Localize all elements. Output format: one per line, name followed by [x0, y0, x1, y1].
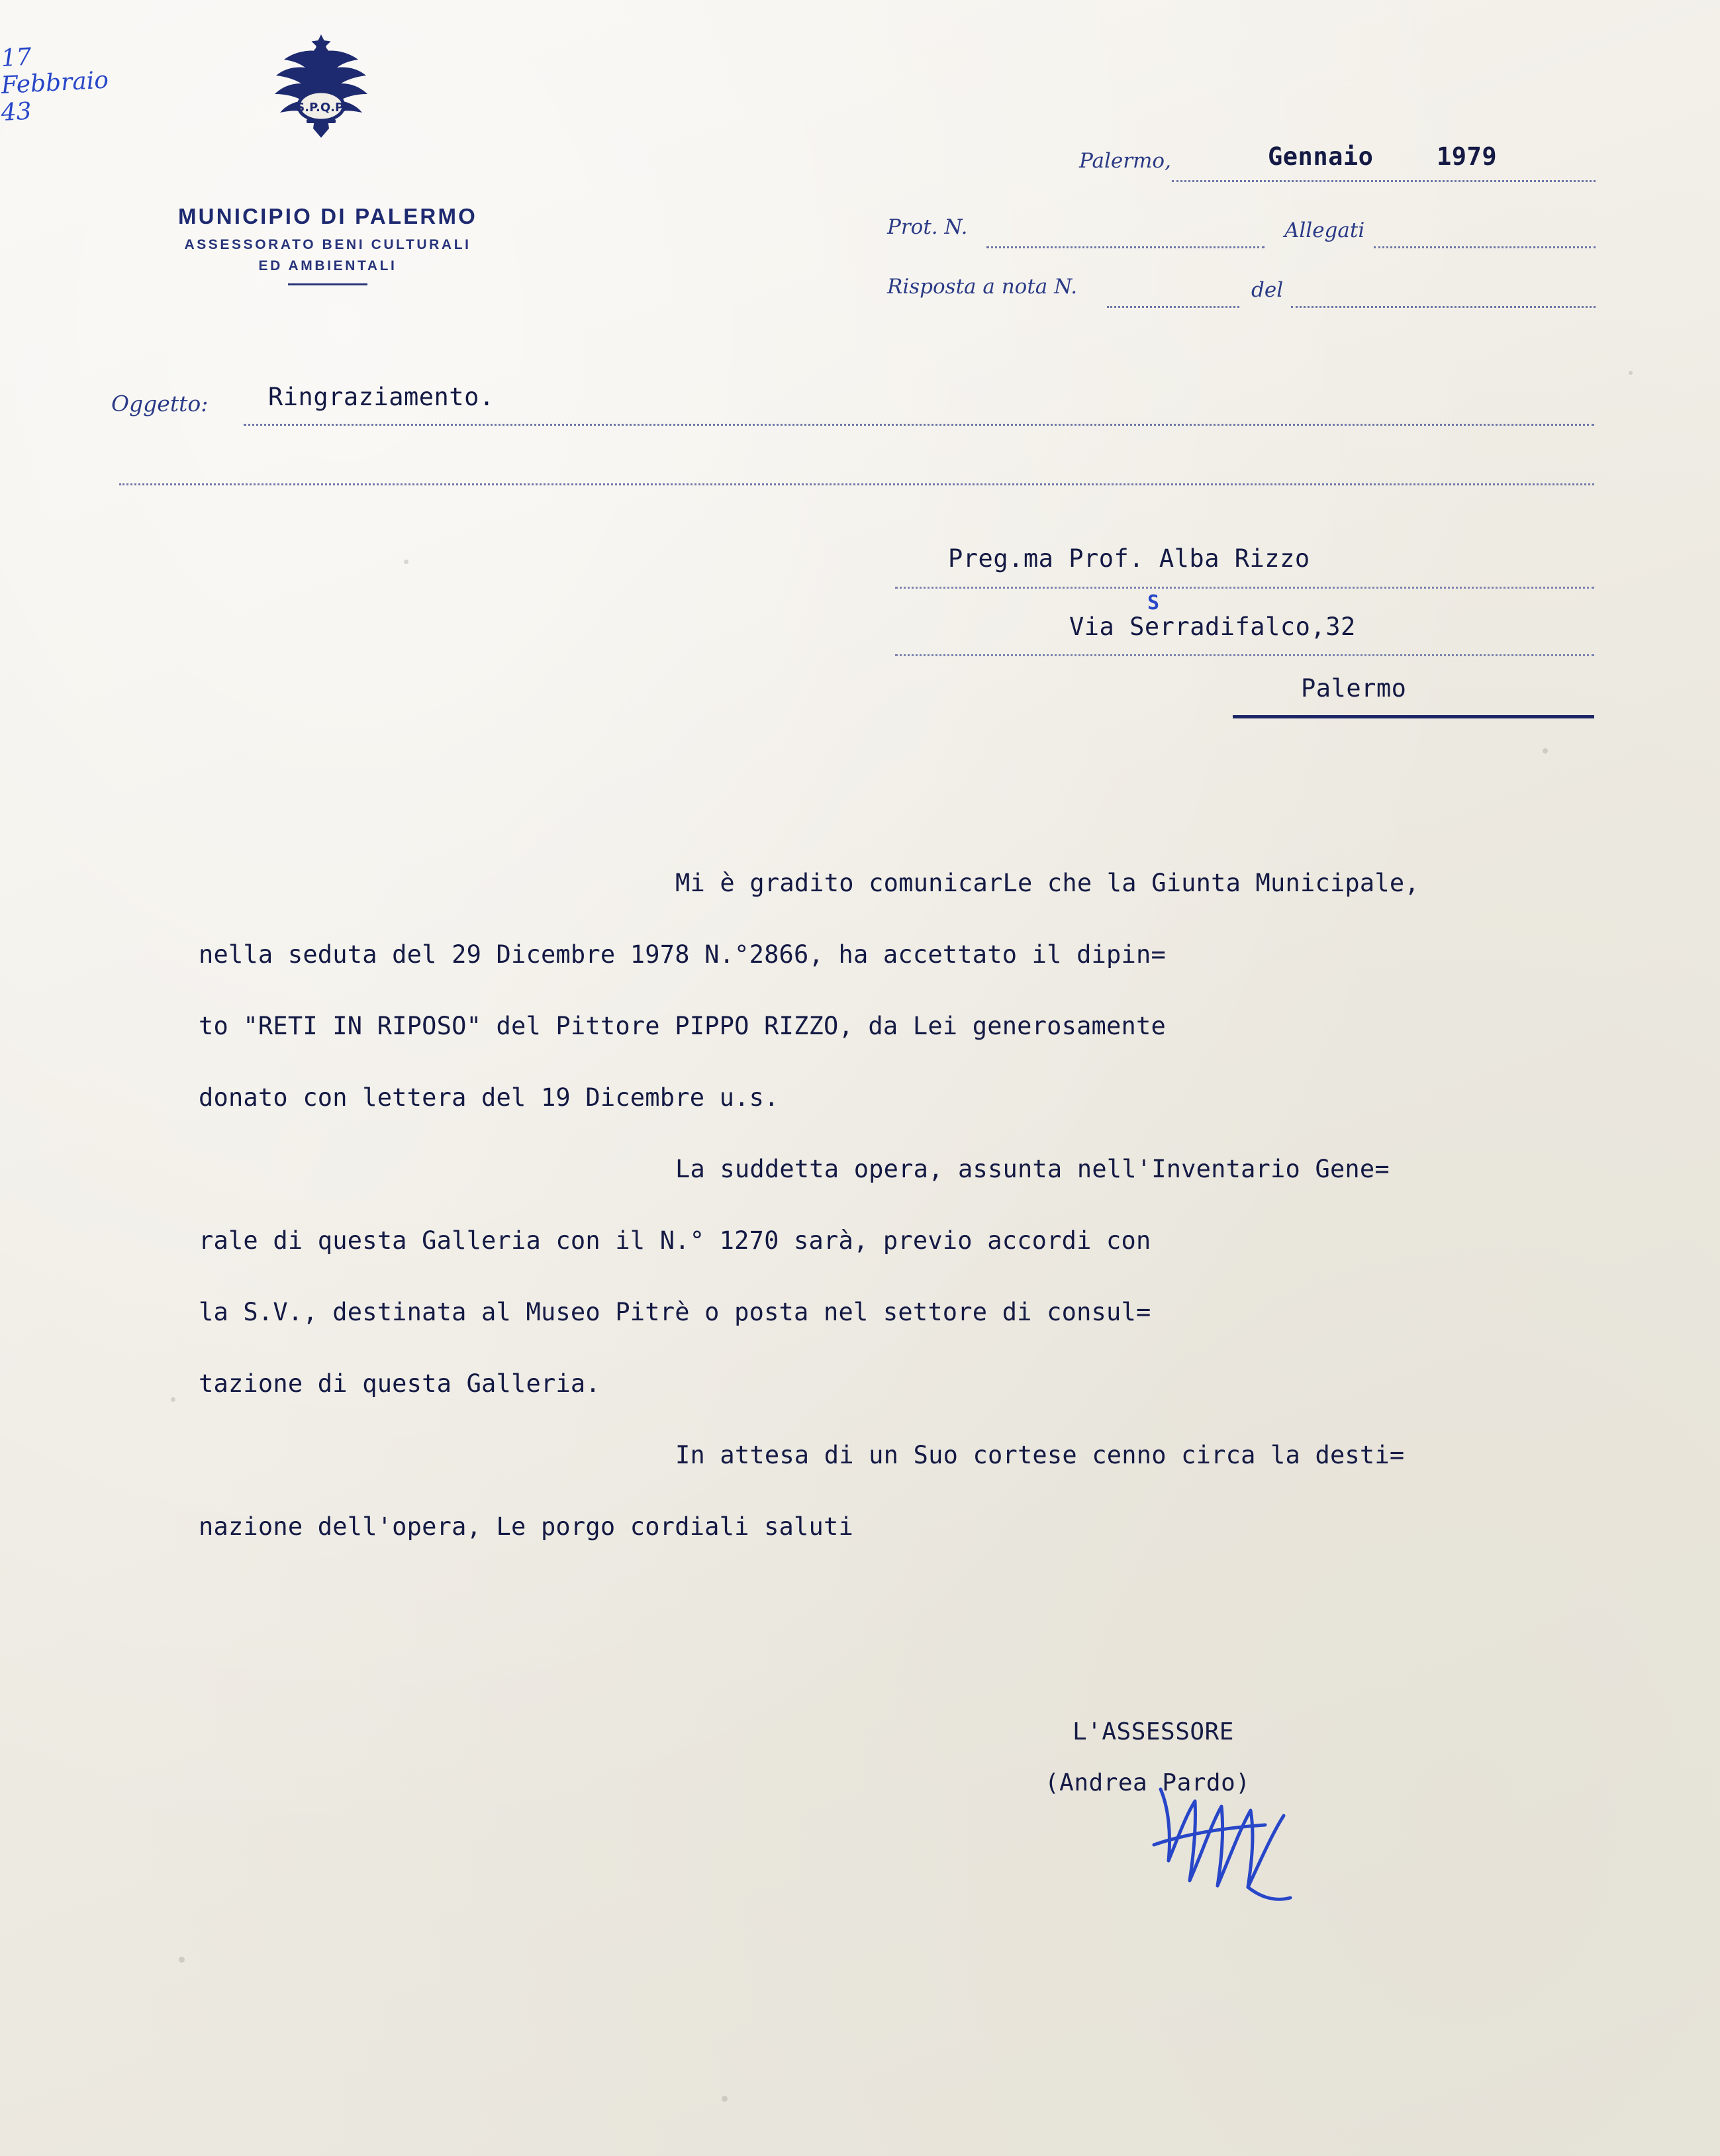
prot-label: Prot. N. [887, 215, 968, 239]
paper-speck [722, 2096, 728, 2102]
subject-value: Ringraziamento. [268, 383, 495, 411]
letterhead-rule [288, 283, 367, 285]
del-label: del [1251, 278, 1284, 302]
body-line: to "RETI IN RIPOSO" del Pittore PIPPO RIZZO, da Lei generosamente [199, 1012, 1166, 1040]
date-year: 1979 [1437, 142, 1498, 171]
risposta-label: Risposta a nota N. [887, 275, 1078, 299]
del-dotted-rule [1291, 306, 1596, 308]
place-label: Palermo, [1079, 149, 1171, 173]
subject-label: Oggetto: [111, 391, 209, 416]
organization-name: MUNICIPIO DI PALERMO [177, 204, 478, 228]
date-dotted-rule [1172, 180, 1596, 182]
handwritten-signature [1149, 1781, 1347, 1907]
subject-dotted-rule-1 [244, 424, 1594, 426]
department-line-2: ED AMBIENTALI [258, 258, 397, 273]
department-line-1: ASSESSORATO BENI CULTURALI [184, 237, 471, 252]
allegati-label: Allegati [1284, 219, 1365, 242]
date-day-handwritten: 17 [0, 43, 32, 72]
body-line: In attesa di un Suo cortese cenno circa la desti= [675, 1441, 1405, 1469]
subject-dotted-rule-2 [119, 483, 1594, 485]
date-month-handwritten: Febbraio [0, 66, 109, 99]
risposta-dotted-rule [1107, 306, 1239, 308]
body-line: nella seduta del 29 Dicembre 1978 N.°2866, ha accettato il dipin= [199, 940, 1166, 969]
recipient-line-2: Via Serradifalco,32 [1069, 612, 1356, 641]
date-month-printed: Gennaio [1268, 142, 1374, 171]
body-line: nazione dell'opera, Le porgo cordiali saluti [199, 1512, 853, 1541]
body-line: rale di questa Galleria con il N.° 1270 sarà, previo accordi con [199, 1226, 1151, 1255]
paper-speck [1543, 748, 1548, 754]
body-line: tazione di questa Galleria. [199, 1369, 600, 1398]
letterhead-block [99, 204, 556, 285]
recipient-rule-2 [895, 654, 1594, 656]
prot-value: 43 [0, 97, 32, 126]
paper-speck [404, 560, 408, 564]
recipient-line-3: Palermo [1301, 674, 1407, 703]
allegati-dotted-rule [1374, 246, 1596, 248]
paper-speck [1629, 371, 1633, 375]
signature-role: L'ASSESSORE [1073, 1718, 1234, 1745]
body-line: donato con lettera del 19 Dicembre u.s. [199, 1083, 779, 1112]
letter-body [199, 848, 1655, 1563]
body-line: Mi è gradito comunicarLe che la Giunta Municipale, [675, 869, 1419, 897]
body-line: La suddetta opera, assunta nell'Inventario Gene= [675, 1155, 1390, 1183]
signature-name: (Andrea Pardo) [1045, 1769, 1251, 1796]
prot-dotted-rule [986, 246, 1265, 248]
recipient-line-1: Preg.ma Prof. Alba Rizzo [948, 544, 1310, 573]
body-line: la S.V., destinata al Museo Pitrè o posta nel settore di consul= [199, 1298, 1151, 1326]
recipient-line-2-correction: S [1147, 591, 1160, 614]
svg-text:S.P.Q.P.: S.P.Q.P. [296, 101, 346, 115]
recipient-rule-1 [895, 587, 1594, 589]
recipient-rule-3 [1233, 715, 1594, 718]
paper-speck [179, 1957, 185, 1963]
paper-speck [171, 1397, 175, 1402]
